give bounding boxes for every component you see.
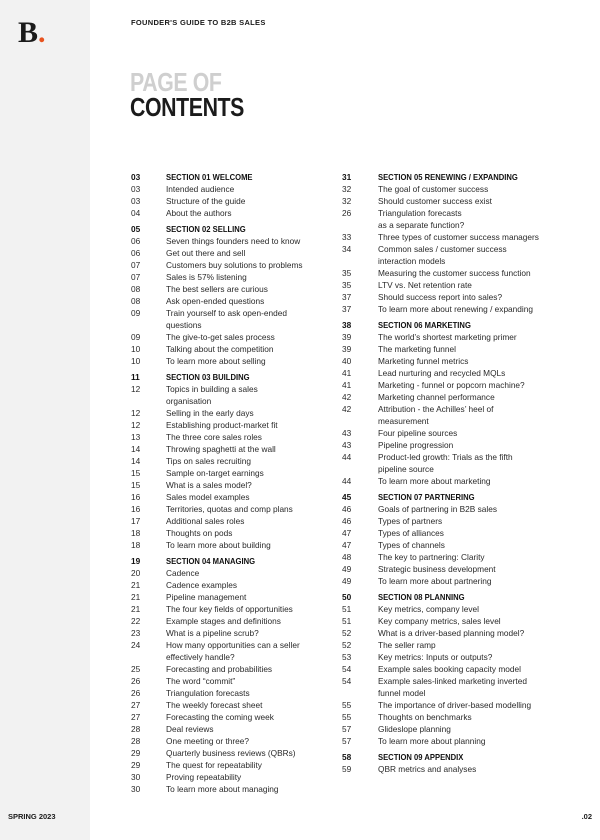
toc-entry-title: Tips on sales recruiting: [166, 456, 252, 466]
toc-entry-title: To learn more about marketing: [378, 476, 491, 486]
toc-entry-title: Example sales-linked marketing inverted: [378, 676, 527, 686]
toc-page-number: 54: [342, 664, 352, 674]
toc-page-number: 12: [131, 408, 141, 418]
toc-entry-title: Glideslope planning: [378, 724, 451, 734]
toc-page-number: 08: [131, 284, 141, 294]
toc-entry-title: The seller ramp: [378, 640, 436, 650]
toc-page-number: 30: [131, 784, 141, 794]
toc-entry-title: The best sellers are curious: [166, 284, 268, 294]
toc-page-number: 23: [131, 628, 141, 638]
toc-entry-title: Key metrics: Inputs or outputs?: [378, 652, 493, 662]
toc-entry-title: interaction models: [378, 256, 446, 266]
toc-entry-title: questions: [166, 320, 202, 330]
toc-page-number: 08: [131, 296, 141, 306]
toc-entry-title: Measuring the customer success function: [378, 268, 531, 278]
toc-entry-title: Additional sales roles: [166, 516, 245, 526]
toc-entry-title: Example sales booking capacity model: [378, 664, 521, 674]
toc-entry-title: Product-led growth: Trials as the fifth: [378, 452, 513, 462]
toc-entry-title: The goal of customer success: [378, 184, 489, 194]
toc-page-number: 29: [131, 748, 141, 758]
toc-page-number: 13: [131, 432, 141, 442]
toc-entry-title: Common sales / customer success: [378, 244, 507, 254]
toc-page-number: 03: [131, 196, 141, 206]
toc-page-number: 43: [342, 428, 352, 438]
toc-page-number: 21: [131, 604, 141, 614]
toc-entry-title: funnel model: [378, 688, 426, 698]
toc-entry-title: Key metrics, company level: [378, 604, 479, 614]
toc-entry-title: Intended audience: [166, 184, 235, 194]
toc-entry-title: To learn more about managing: [166, 784, 279, 794]
toc-page-number: 42: [342, 392, 352, 402]
toc-page-number: 18: [131, 540, 141, 550]
title-line-1: PAGE OF: [130, 67, 222, 97]
toc-entry-title: Territories, quotas and comp plans: [166, 504, 293, 514]
toc-entry-title: The word “commit”: [166, 676, 236, 686]
toc-entry-title: Four pipeline sources: [378, 428, 458, 438]
toc-page-number: 26: [131, 688, 141, 698]
toc-page-number: 44: [342, 476, 352, 486]
toc-entry-title: Pipeline management: [166, 592, 247, 602]
toc-entry-title: The weekly forecast sheet: [166, 700, 263, 710]
toc-page-number: 20: [131, 568, 141, 578]
toc-page-number: 48: [342, 552, 352, 562]
toc-entry-title: Train yourself to ask open-ended: [166, 308, 287, 318]
toc-page-number: 21: [131, 592, 141, 602]
toc-entry-title: LTV vs. Net retention rate: [378, 280, 472, 290]
toc-page-number: 32: [342, 184, 352, 194]
toc-page-number: 09: [131, 332, 141, 342]
toc-entry-title: Three types of customer success managers: [378, 232, 539, 242]
toc-page-number: 18: [131, 528, 141, 538]
toc-page-number: 38: [342, 320, 352, 330]
guide-header: FOUNDER'S GUIDE TO B2B SALES: [131, 18, 266, 27]
toc-page-number: 27: [131, 700, 141, 710]
toc-entry-title: SECTION 01 WELCOME: [166, 172, 253, 182]
toc-page-number: 24: [131, 640, 141, 650]
toc-entry-title: QBR metrics and analyses: [378, 764, 477, 774]
toc-page-number: 22: [131, 616, 141, 626]
toc-entry-title: To learn more about planning: [378, 736, 486, 746]
toc-page-number: 46: [342, 516, 352, 526]
toc-page-number: 32: [342, 196, 352, 206]
toc-page-number: 51: [342, 616, 352, 626]
toc-page-number: 11: [131, 372, 140, 382]
toc-entry-title: About the authors: [166, 208, 232, 218]
toc-entry-title: Quarterly business reviews (QBRs): [166, 748, 296, 758]
toc-entry-title: The three core sales roles: [166, 432, 262, 442]
toc-page-number: 16: [131, 492, 141, 502]
footer-issue: SPRING 2023: [8, 812, 56, 821]
toc-entry-title: Lead nurturing and recycled MQLs: [378, 368, 506, 378]
toc-page-number: 30: [131, 772, 141, 782]
toc-page-number: 10: [131, 356, 141, 366]
toc-entry-title: The four key fields of opportunities: [166, 604, 293, 614]
toc-entry-title: Ask open-ended questions: [166, 296, 265, 306]
toc-page-number: 57: [342, 724, 352, 734]
toc-entry-title: The world’s shortest marketing primer: [378, 332, 517, 342]
toc-entry-title: Pipeline progression: [378, 440, 454, 450]
toc-page-number: 50: [342, 592, 352, 602]
toc-page-number: 19: [131, 556, 141, 566]
toc-entry-title: SECTION 04 MANAGING: [166, 556, 256, 566]
toc-entry-title: Cadence: [166, 568, 200, 578]
toc-page-number: 06: [131, 236, 141, 246]
toc-entry-title: Attribution - the Achilles’ heel of: [378, 404, 494, 414]
toc-entry-title: Types of partners: [378, 516, 443, 526]
toc-page-number: 39: [342, 332, 352, 342]
toc-entry-title: What is a sales model?: [166, 480, 252, 490]
toc-page-number: 12: [131, 420, 141, 430]
page-number: .02: [581, 812, 592, 821]
toc-entry-title: Types of channels: [378, 540, 445, 550]
toc-entry-title: Sales is 57% listening: [166, 272, 247, 282]
toc-page-number: 45: [342, 492, 352, 502]
toc-entry-title: Forecasting the coming week: [166, 712, 274, 722]
toc-entry-title: Forecasting and probabilities: [166, 664, 273, 674]
toc-entry-title: effectively handle?: [166, 652, 235, 662]
toc-entry-title: Customers buy solutions to problems: [166, 260, 303, 270]
toc-page-number: 31: [342, 172, 352, 182]
toc-entry-title: Thoughts on benchmarks: [378, 712, 472, 722]
toc-entry-title: Seven things founders need to know: [166, 236, 301, 246]
toc-page-number: 35: [342, 280, 352, 290]
toc-page-number: 43: [342, 440, 352, 450]
toc-entry-title: as a separate function?: [378, 220, 465, 230]
toc-entry-title: Throwing spaghetti at the wall: [166, 444, 276, 454]
toc-page-number: 49: [342, 576, 352, 586]
toc-entry-title: The quest for repeatability: [166, 760, 262, 770]
toc-entry-title: pipeline source: [378, 464, 434, 474]
toc-page-number: 35: [342, 268, 352, 278]
toc-entry-title: Topics in building a sales: [166, 384, 258, 394]
toc-page-number: 06: [131, 248, 141, 258]
toc-entry-title: The marketing funnel: [378, 344, 456, 354]
toc-page-number: 26: [342, 208, 352, 218]
toc-entry-title: SECTION 06 MARKETING: [378, 320, 471, 330]
toc-entry-title: To learn more about partnering: [378, 576, 492, 586]
toc-entry-title: SECTION 03 BUILDING: [166, 372, 250, 382]
toc-page-number: 47: [342, 528, 352, 538]
toc-entry-title: What is a pipeline scrub?: [166, 628, 259, 638]
toc-entry-title: Thoughts on pods: [166, 528, 233, 538]
toc-entry-title: Establishing product-market fit: [166, 420, 278, 430]
toc-entry-title: Triangulation forecasts: [378, 208, 462, 218]
toc-page-number: 40: [342, 356, 352, 366]
toc-page-number: 10: [131, 344, 141, 354]
toc-page-number: 59: [342, 764, 352, 774]
toc-page-number: 58: [342, 752, 352, 762]
toc-page-number: 49: [342, 564, 352, 574]
toc-entry-title: Should success report into sales?: [378, 292, 503, 302]
toc-page-number: 03: [131, 184, 141, 194]
toc-page-number: 07: [131, 260, 141, 270]
toc-page-number: 44: [342, 452, 352, 462]
toc-page-number: 05: [131, 224, 141, 234]
toc-page-number: 04: [131, 208, 141, 218]
toc-page-number: 54: [342, 676, 352, 686]
toc-page-number: 15: [131, 468, 141, 478]
toc-entry-title: Cadence examples: [166, 580, 238, 590]
toc-entry-title: SECTION 09 APPENDIX: [378, 752, 464, 762]
toc-page-number: 03: [131, 172, 141, 182]
toc-entry-title: Strategic business development: [378, 564, 496, 574]
toc-page-number: 27: [131, 712, 141, 722]
toc-page-number: 28: [131, 724, 141, 734]
toc-entry-title: SECTION 08 PLANNING: [378, 592, 465, 602]
toc-page-number: 16: [131, 504, 141, 514]
toc-page-number: 12: [131, 384, 141, 394]
toc-page-number: 29: [131, 760, 141, 770]
toc-entry-title: To learn more about selling: [166, 356, 266, 366]
toc-page-number: 46: [342, 504, 352, 514]
toc-entry-title: Goals of partnering in B2B sales: [378, 504, 497, 514]
toc-page-number: 33: [342, 232, 352, 242]
toc-page-number: 55: [342, 700, 352, 710]
toc-page-number: 47: [342, 540, 352, 550]
toc-page-number: 37: [342, 304, 352, 314]
toc-entry-title: Marketing - funnel or popcorn machine?: [378, 380, 525, 390]
toc-page-number: 25: [131, 664, 141, 674]
toc-entry-title: The give-to-get sales process: [166, 332, 275, 342]
toc-page-number: 21: [131, 580, 141, 590]
toc-page-number: 42: [342, 404, 352, 414]
toc-entry-title: Talking about the competition: [166, 344, 274, 354]
toc-entry-title: How many opportunities can a seller: [166, 640, 300, 650]
toc-page-number: 41: [342, 368, 352, 378]
toc-entry-title: measurement: [378, 416, 429, 426]
toc-page-number: 52: [342, 640, 352, 650]
toc-page-number: 53: [342, 652, 352, 662]
toc-page-number: 39: [342, 344, 352, 354]
toc-entry-title: Proving repeatability: [166, 772, 242, 782]
toc-entry-title: The key to partnering: Clarity: [378, 552, 485, 562]
toc-entry-title: Types of alliances: [378, 528, 444, 538]
toc-entry-title: Key company metrics, sales level: [378, 616, 501, 626]
toc-entry-title: To learn more about renewing / expanding: [378, 304, 533, 314]
toc-entry-title: Structure of the guide: [166, 196, 246, 206]
toc-page-number: 07: [131, 272, 141, 282]
toc-entry-title: SECTION 07 PARTNERING: [378, 492, 475, 502]
toc-entry-title: To learn more about building: [166, 540, 271, 550]
toc-entry-title: Sample on-target earnings: [166, 468, 264, 478]
sidebar: [0, 0, 90, 840]
toc-page-number: 41: [342, 380, 352, 390]
toc-page-number: 14: [131, 456, 141, 466]
toc-page-number: 55: [342, 712, 352, 722]
toc-entry-title: SECTION 02 SELLING: [166, 224, 246, 234]
toc-entry-title: SECTION 05 RENEWING / EXPANDING: [378, 172, 518, 182]
toc-entry-title: Get out there and sell: [166, 248, 246, 258]
toc-entry-title: Selling in the early days: [166, 408, 254, 418]
toc-page-number: 15: [131, 480, 141, 490]
toc-page-number: 57: [342, 736, 352, 746]
toc-page-number: 51: [342, 604, 352, 614]
toc-page-number: 28: [131, 736, 141, 746]
toc-page-number: 52: [342, 628, 352, 638]
toc-page-number: 17: [131, 516, 141, 526]
toc-entry-title: The importance of driver-based modelling: [378, 700, 532, 710]
page-title: [130, 67, 244, 122]
toc-entry-title: Example stages and definitions: [166, 616, 281, 626]
toc-page-number: 26: [131, 676, 141, 686]
toc-entry-title: What is a driver-based planning model?: [378, 628, 525, 638]
toc-entry-title: Deal reviews: [166, 724, 214, 734]
toc-page-number: 37: [342, 292, 352, 302]
toc-entry-title: Marketing funnel metrics: [378, 356, 469, 366]
toc-entry-title: One meeting or three?: [166, 736, 250, 746]
toc-entry-title: Triangulation forecasts: [166, 688, 250, 698]
toc-entry-title: Marketing channel performance: [378, 392, 495, 402]
toc-entry-title: Sales model examples: [166, 492, 250, 502]
toc-entry-title: Should customer success exist: [378, 196, 492, 206]
toc-entry-title: organisation: [166, 396, 212, 406]
toc-page-number: 14: [131, 444, 141, 454]
title-line-2: CONTENTS: [130, 92, 244, 122]
toc-page-number: 09: [131, 308, 141, 318]
toc-page-number: 34: [342, 244, 352, 254]
brand-logo: B.: [18, 16, 46, 49]
